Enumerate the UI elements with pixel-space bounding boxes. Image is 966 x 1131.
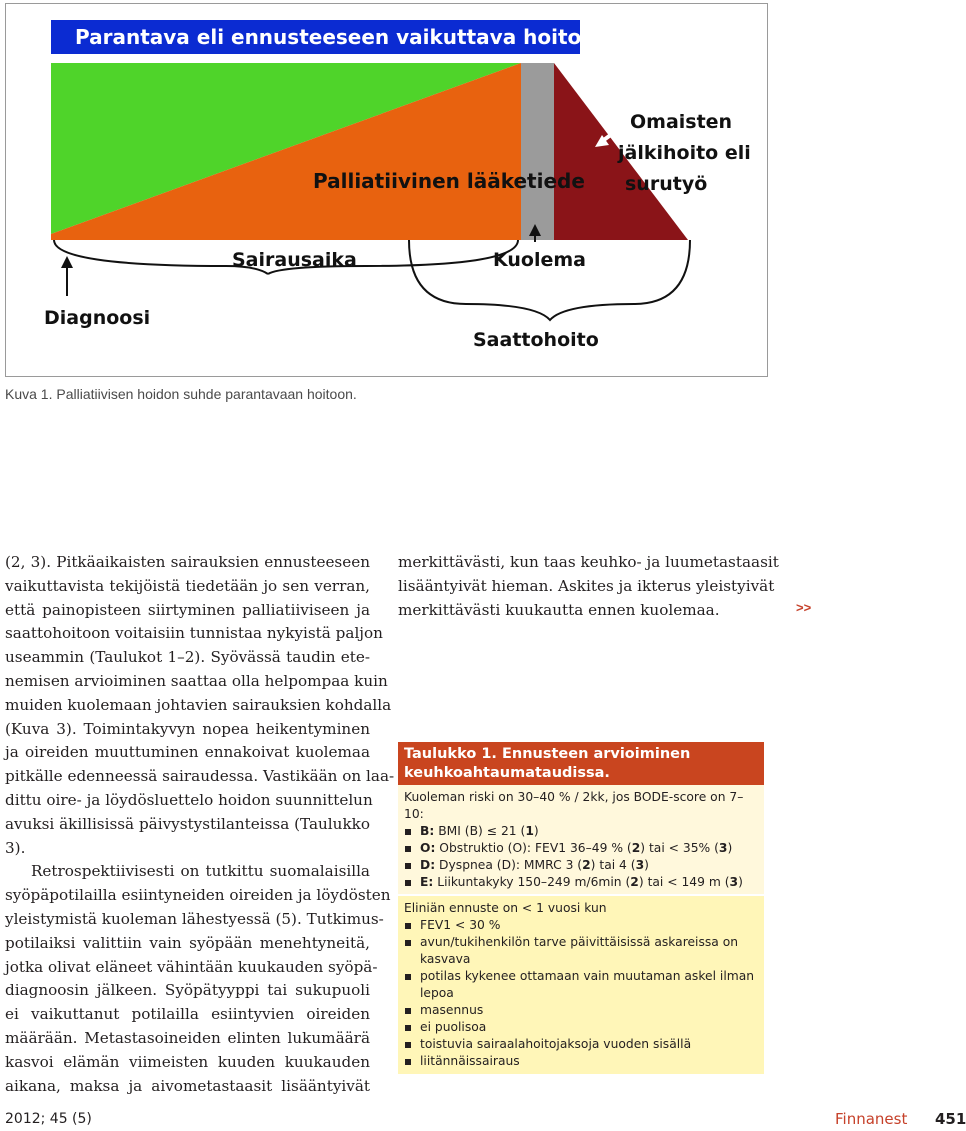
text-line: Retrospektiivisesti on tutkittu suomalaisilla [31,862,370,881]
palliative-care-figure [5,3,768,377]
bode-key: O: [420,841,436,855]
bode-item [404,857,758,874]
table-title-line: Taulukko 1. Ennusteen arvioiminen [404,746,691,762]
prognosis-item: masennus [404,1002,758,1019]
bereavement-label-line3: surutyö [625,173,708,195]
paragraph-3 [398,551,779,622]
figure-title: Parantava eli ennusteeseen vaikuttava hoito [75,25,582,49]
prognosis-item: liitännäissairaus [404,1053,758,1070]
bode-text: BMI (B) ≤ 21 ( [438,824,526,838]
table-1-box [398,742,764,1074]
palliative-care-diagram [6,4,767,376]
terminal-care-strip [521,63,554,240]
bode-score: 2 [631,841,641,855]
text-line: muiden kuolemaan johtavien sairauksien kohdalla [5,695,392,714]
text-line: diagnoosin jälkeen. Syöpätyyppi tai sukupuoli [5,981,370,1000]
footer-issue: 2012; 45 (5) [5,1111,92,1127]
text-line: saattohoitoon voitaisiin tunnistaa nykyistä paljon [5,624,383,643]
bode-score: 3 [718,841,728,855]
prognosis-item: potilas kykenee ottamaan vain muutaman askel ilman lepoa [404,968,758,1002]
bode-intro: Kuoleman riski on 30–40 % / 2kk, jos BODE-score on 7–10: [404,790,744,821]
bode-mid: ) tai 4 ( [590,858,636,872]
prognosis-item: avun/tukihenkilön tarve päivittäisissä askareissa on kasvava [404,934,758,968]
bode-key: B: [420,824,435,838]
bode-score: 2 [630,875,639,889]
bode-item [404,823,758,840]
bode-section [398,785,764,894]
bode-mid: ) tai < 149 m ( [638,875,730,889]
text-line: (2, 3). Pitkäaikaisten sairauksien ennusteeseen [5,553,370,571]
text-line: (Kuva 3). Toimintakyvyn nopea heikentyminen [5,719,370,738]
death-label: Kuolema [493,249,586,271]
text-line: että painopisteen siirtyminen palliatiiviseen ja [5,600,370,619]
figure-caption: Kuva 1. Palliatiivisen hoidon suhde parantavaan hoitoon. [5,386,357,402]
text-line: useammin (Taulukot 1–2). Syövässä taudin ete- [5,648,370,667]
bode-key: D: [420,858,436,872]
text-line: ja oireiden muuttuminen ennakoivat kuolemaa [5,743,370,762]
bode-score: 3 [729,875,739,889]
prognosis-item: FEV1 < 30 % [404,917,758,934]
paragraph-2 [5,860,391,1098]
right-text-column [398,551,779,622]
bode-text: Liikuntakyky 150–249 m/6min ( [437,875,631,889]
illness-label: Sairausaika [232,249,357,271]
text-line: merkittävästi kuukautta ennen kuolemaa. [398,600,720,619]
text-line: aikana, maksa ja aivometastaasit lisääntyivät [5,1076,370,1095]
bode-text: Obstruktio (O): FEV1 36–49 % ( [439,841,632,855]
paragraph-1 [5,551,395,860]
prognosis-list [404,917,758,1070]
palliative-label: Palliatiivinen lääketiede [313,169,585,193]
bode-mid: ) tai < 35% ( [640,841,719,855]
text-line: merkittävästi, kun taas keuhko- ja luumetastaasit [398,553,779,571]
bereavement-label-line1: Omaisten [630,111,733,133]
text-line: avuksi äkillisissä päivystystilanteissa (Taulukko [5,814,370,833]
diagnosis-arrow-head [61,256,73,268]
text-line: määrään. Metastasoineiden elinten lukumäärä [5,1028,370,1047]
bereavement-label-line2: jälkihoito eli [618,142,751,164]
bode-score: 1 [525,824,534,838]
text-line: nemisen arvioiminen saattaa olla helpompaa kuin [5,671,388,690]
bode-score: 3 [635,858,645,872]
left-text-column [5,551,395,1098]
prognosis-item: ei puolisoa [404,1019,758,1036]
text-line: syöpäpotilailla esiintyneiden oireiden ja löydösten [5,886,391,905]
page-number: 451 [935,1110,966,1128]
text-line: pitkälle edenneessä sairaudessa. Vastikään on laa- [5,767,395,786]
table-title [398,742,764,785]
bode-tail: ) [533,824,539,838]
text-line: 3). [5,838,26,857]
bode-tail: ) [727,841,733,855]
bode-score: 2 [582,858,591,872]
continue-marker: >> [796,600,812,615]
text-line: jotka olivat eläneet vähintään kuukauden syöpä- [5,957,378,976]
bode-text: Dyspnea (D): MMRC 3 ( [439,858,583,872]
text-line: lisääntyivät hieman. Askites ja ikterus yleistyivät [398,576,775,595]
text-line: vaikuttavista tekijöistä tiedetään jo sen verran, [5,576,370,595]
bode-list [404,823,758,891]
prognosis-section [398,896,764,1074]
text-line: yleistymistä kuoleman lähestyessä (5). Tutkimus- [5,909,384,928]
bode-key: E: [420,875,434,889]
bode-tail: ) [644,858,649,872]
bode-tail: ) [738,875,743,889]
bode-item [404,840,758,857]
table-title-line: keuhkoahtaumataudissa. [404,765,610,781]
bode-item [404,874,758,891]
footer-brand: Finnanest [835,1110,908,1128]
text-line: kasvoi elämän viimeisten kuuden kuukauden [5,1052,370,1071]
text-line: dittu oire- ja löydösluettelo hoidon suunnittelun [5,790,373,809]
text-line: ei vaikuttanut potilailla esiintyvien oireiden [5,1005,370,1024]
prognosis-item: toistuvia sairaalahoitojaksoja vuoden sisällä [404,1036,758,1053]
text-line: potilaiksi valittiin vain syöpään menehtyneitä, [5,933,370,952]
diagnosis-label: Diagnoosi [44,307,151,329]
prognosis-intro: Eliniän ennuste on < 1 vuosi kun [404,901,607,915]
terminal-care-label: Saattohoito [473,329,599,351]
